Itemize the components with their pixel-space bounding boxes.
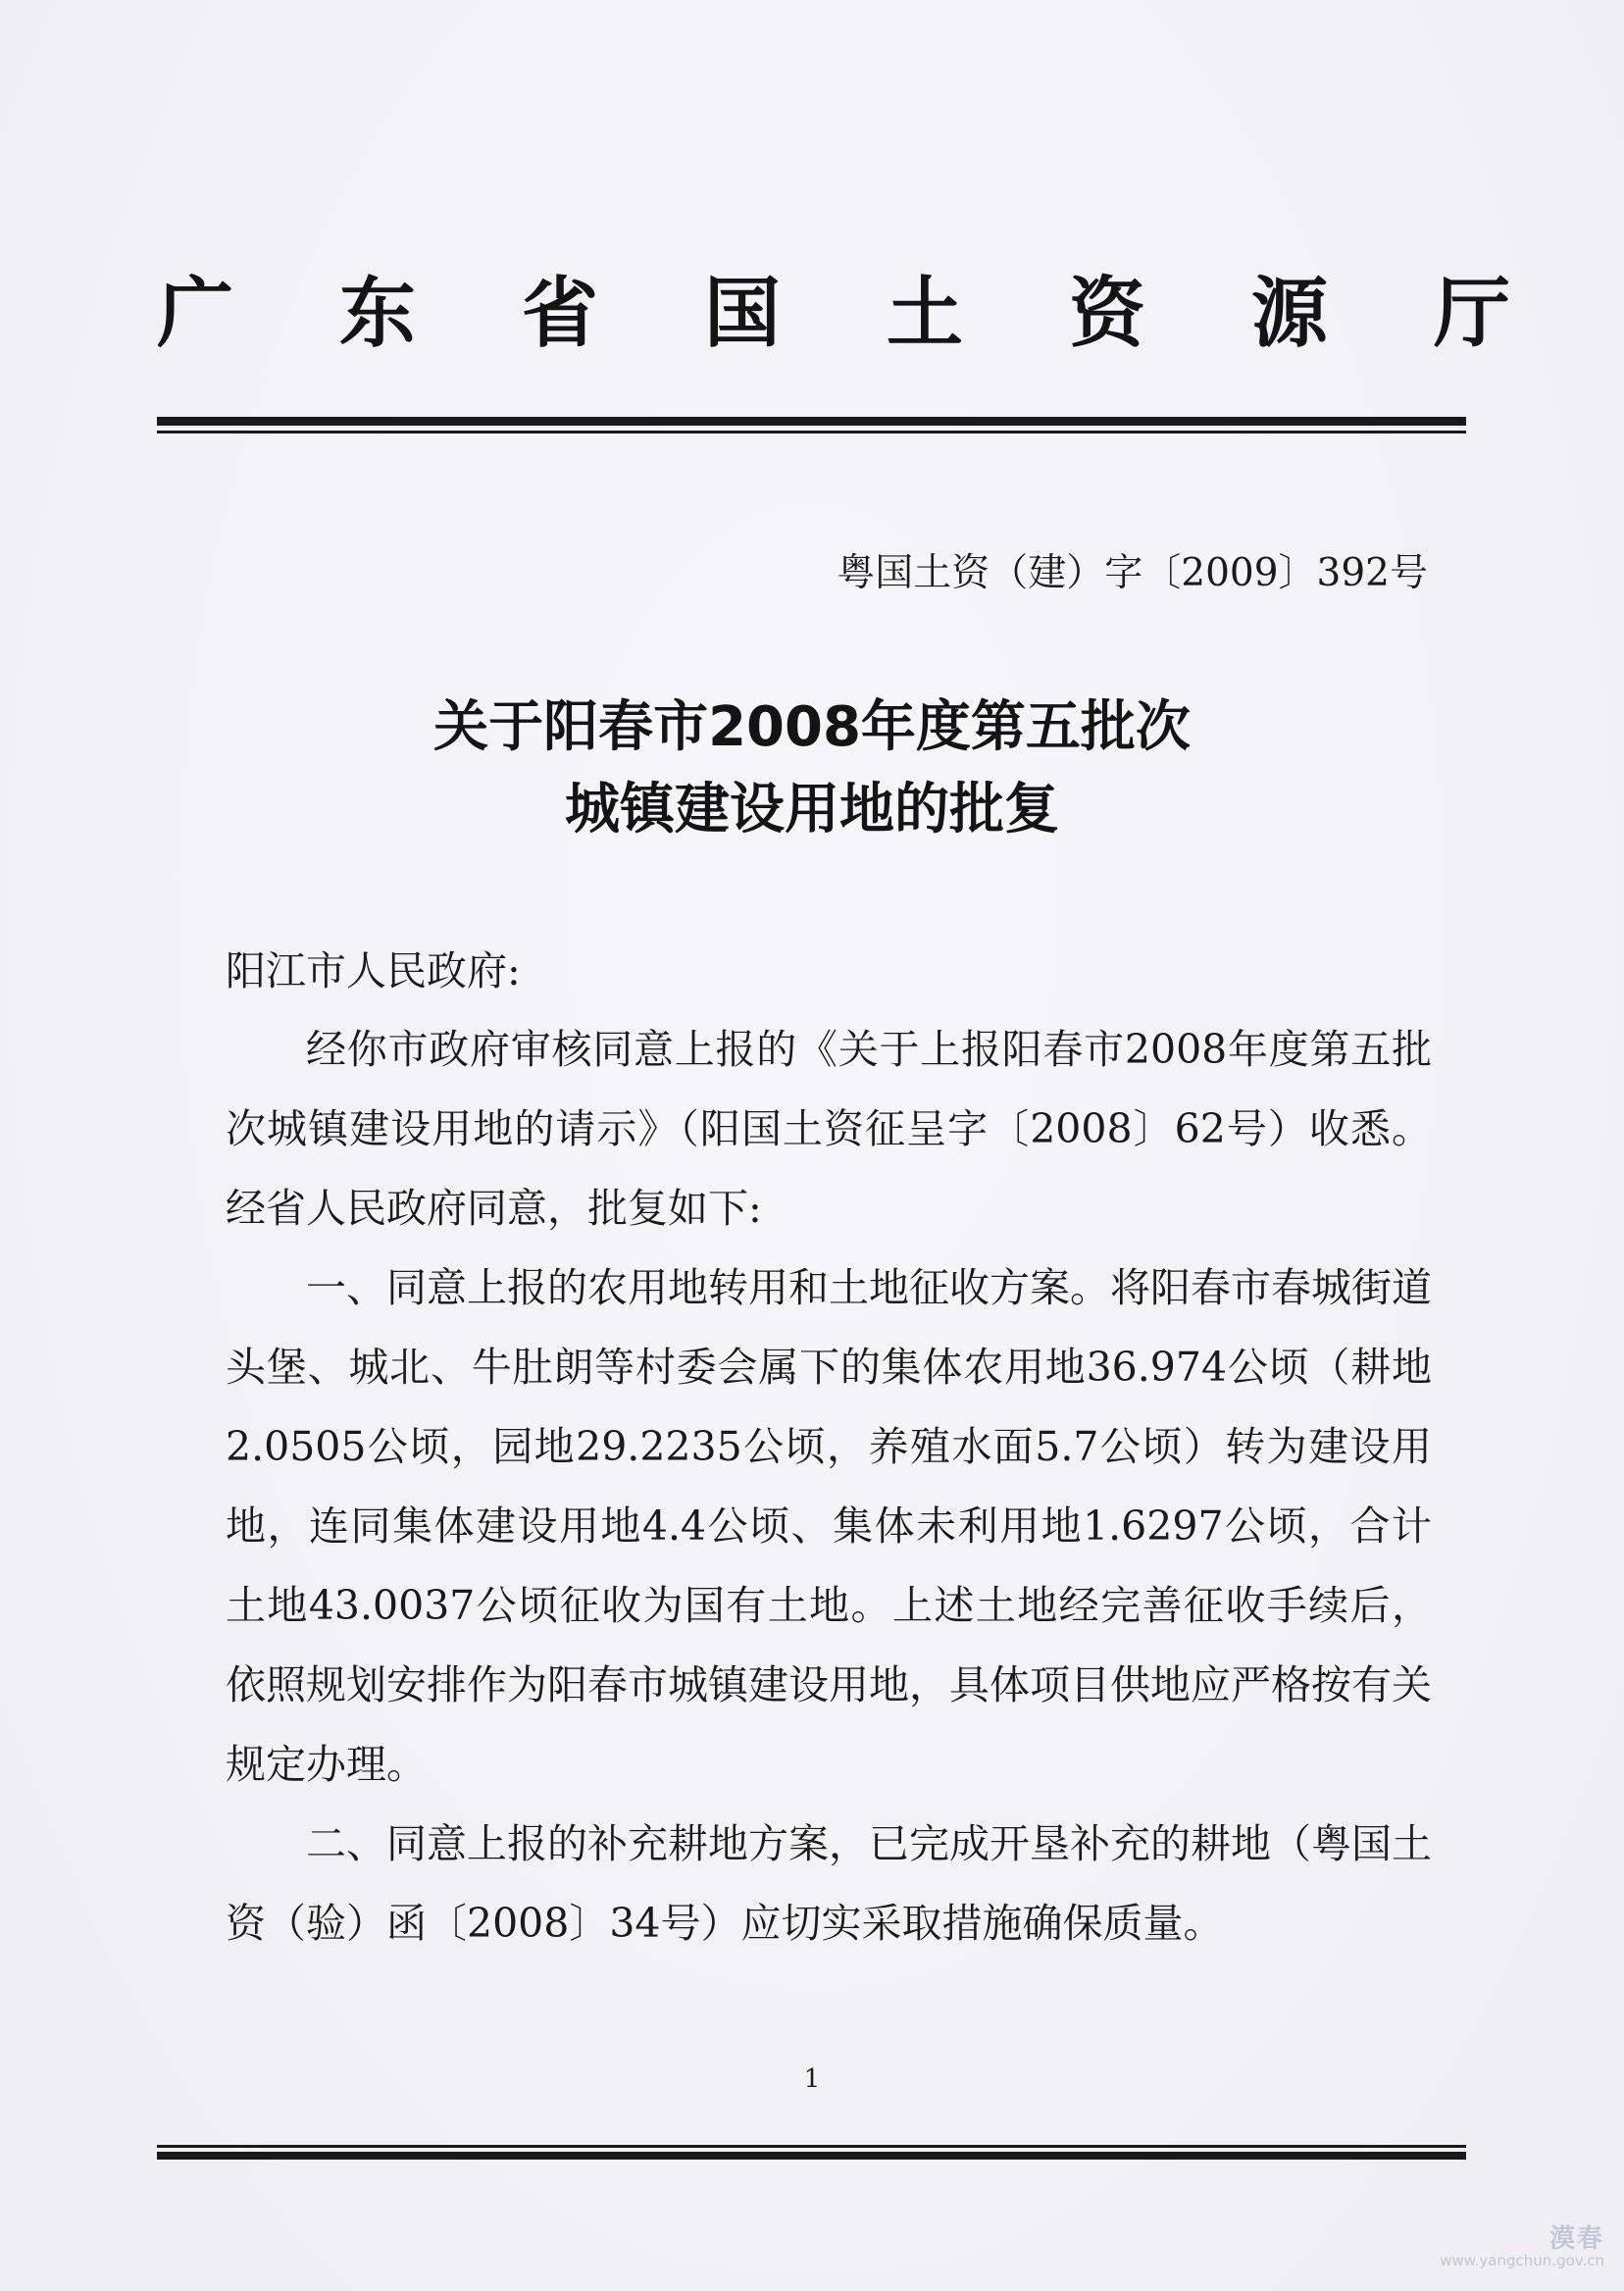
site-watermark [1438,2226,1604,2273]
body-paragraph-intro: 经你市政府审核同意上报的《关于上报阳春市2008年度第五批次城镇建设用地的请示》（阳国土资征呈字〔2008〕62号）收悉。经省人民政府同意，批复如下: [226,1026,1432,1232]
document-title-line-1: 关于阳春市2008年度第五批次 [433,695,1191,759]
document-title-line-2: 城镇建设用地的批复 [565,778,1059,841]
footer-rule-thin [157,2145,1466,2148]
header-rule-thin [157,431,1466,433]
footer-rule-thick [157,2152,1466,2160]
body-paragraph-item-2: 二、同意上报的补充耕地方案，已完成开垦补充的耕地（粤国土资（验）函〔2008〕34号）应切实采取措施确保质量。 [226,1820,1432,1947]
watermark-url: www.yangchun.gov.cn [1440,2252,1604,2269]
addressee: 阳江市人民政府: [226,947,521,994]
body-paragraph-item-1: 一、同意上报的农用地转用和土地征收方案。将阳春市春城街道头堡、城北、牛肚朗等村委会属下的集体农用地36.974公顷（耕地2.0505公顷，园地29.2235公顷，养殖水面5.7公顷）转为建设用地，连同集体建设用地4.4公顷、集体未利用地1.6297公顷，合计土地43.0037公顷征收为国有土地。上述土地经完善征收手续后，依照规划安排作为阳春市城镇建设用地，具体项目供地应严格按有关规定办理。 [226,1264,1432,1788]
agency-header: 广东省国土资源厅 [157,270,1617,358]
watermark-logo: 漠春 [1548,2224,1604,2254]
page-number: 1 [803,2064,821,2094]
header-rule-thick [157,417,1466,426]
body-text [226,1010,1432,1963]
document-number: 粤国土资（建）字〔2009〕392号 [837,551,1428,595]
